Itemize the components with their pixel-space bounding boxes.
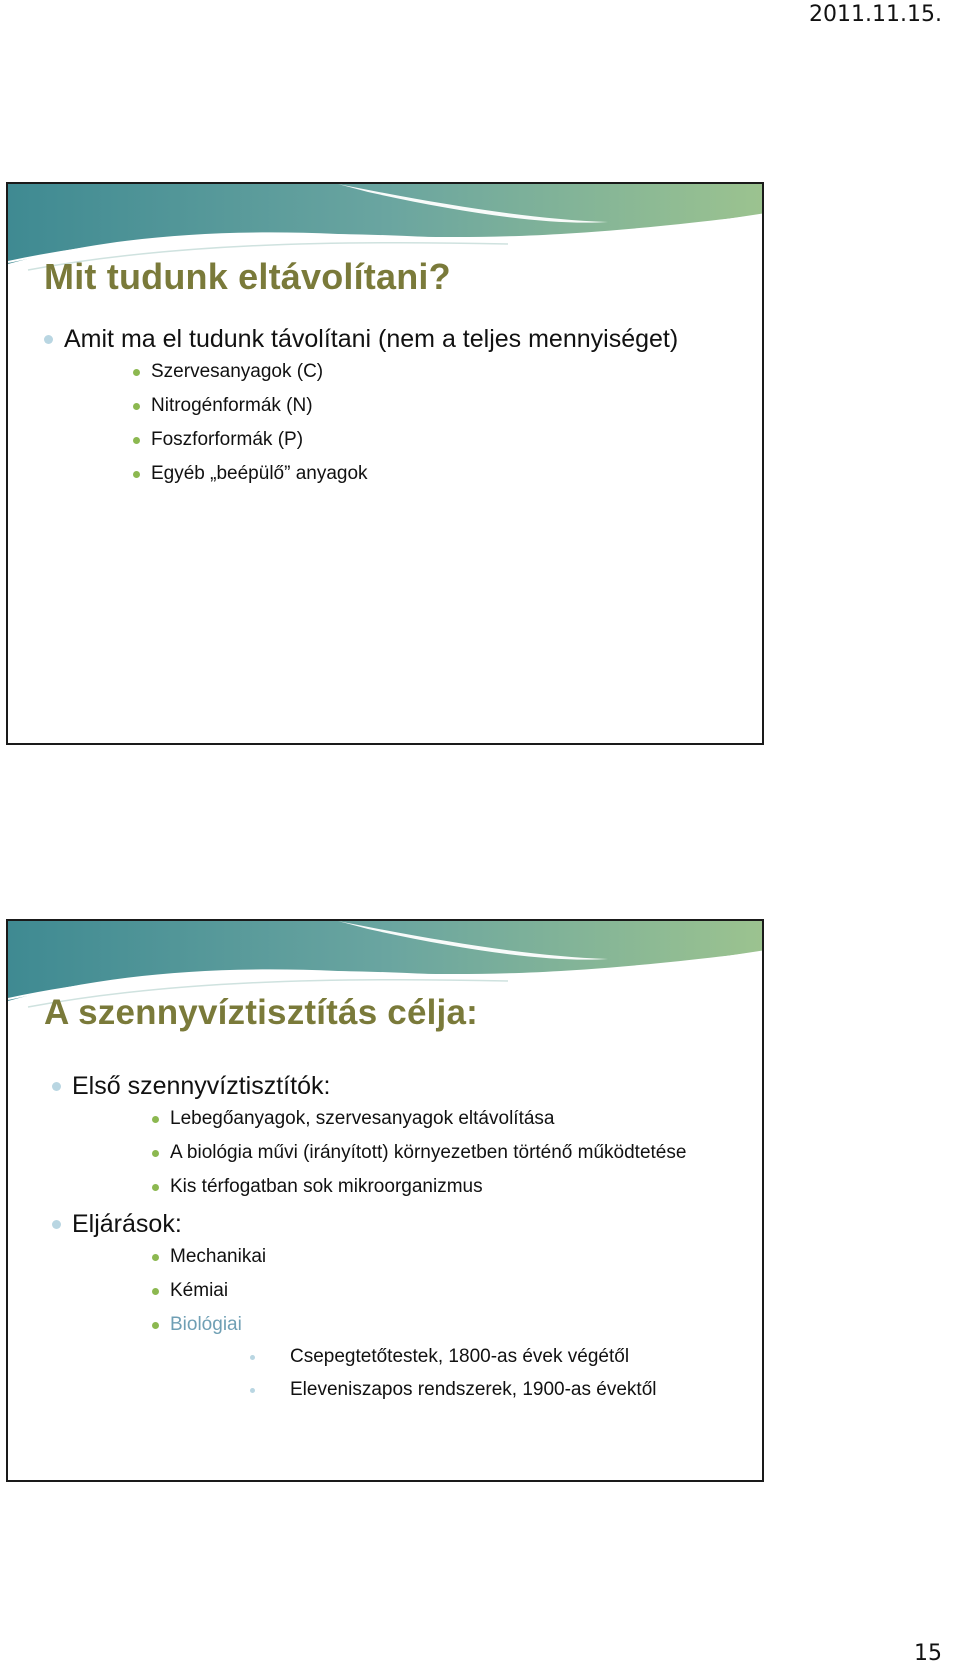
list-item <box>64 462 762 486</box>
list-item <box>72 1141 762 1165</box>
page-date: 2011.11.15. <box>809 2 942 27</box>
list-item <box>8 1071 762 1199</box>
bullet-list <box>8 324 762 496</box>
slide-2 <box>6 919 764 1482</box>
bullet-icon <box>133 437 140 444</box>
bullet-icon <box>52 1220 61 1229</box>
bullet-text: Foszforformák (P) <box>151 429 304 450</box>
sub-bullet-list <box>72 1107 762 1199</box>
slide-1 <box>6 182 764 745</box>
bullet-text: Kis térfogatban sok mikroorganizmus <box>170 1176 483 1197</box>
bullet-text: Lebegőanyagok, szervesanyagok eltávolítása <box>170 1108 555 1129</box>
bullet-icon <box>152 1254 159 1261</box>
bullet-text: Csepegtetőtestek, 1800-as évek végétől <box>290 1346 630 1367</box>
bullet-icon <box>152 1116 159 1123</box>
page-number: 15 <box>914 1641 942 1666</box>
sub-bullet-list <box>72 1245 762 1402</box>
list-item <box>64 394 762 418</box>
bullet-icon <box>44 335 53 344</box>
bullet-icon <box>133 369 140 376</box>
bullet-text: Eljárások: <box>72 1210 182 1238</box>
sub-sub-bullet-list <box>170 1345 762 1402</box>
bullet-text: Kémiai <box>170 1280 229 1301</box>
list-item <box>64 360 762 384</box>
bullet-icon <box>152 1184 159 1191</box>
bullet-text: A biológia művi (irányított) környezetben történő működtetése <box>170 1142 687 1163</box>
bullet-icon <box>152 1288 159 1295</box>
bullet-icon <box>250 1388 255 1393</box>
list-item <box>64 428 762 452</box>
list-item <box>72 1107 762 1131</box>
bullet-text-highlighted: Biológiai <box>170 1314 242 1335</box>
bullet-icon <box>52 1082 61 1091</box>
list-item <box>8 1209 762 1402</box>
slide-title: Mit tudunk eltávolítani? <box>44 256 451 297</box>
bullet-text: Eleveniszapos rendszerek, 1900-as évektől <box>290 1379 657 1400</box>
bullet-list <box>8 1071 762 1412</box>
list-item <box>170 1345 762 1369</box>
bullet-text: Amit ma el tudunk távolítani (nem a teljes mennyiséget) <box>64 325 679 353</box>
list-item <box>170 1378 762 1402</box>
bullet-icon <box>250 1355 255 1360</box>
bullet-text: Első szennyvíztisztítók: <box>72 1072 331 1100</box>
list-item <box>8 324 762 486</box>
list-item <box>72 1175 762 1199</box>
bullet-icon <box>152 1322 159 1329</box>
list-item <box>72 1279 762 1303</box>
slide-title: A szennyvíztisztítás célja: <box>44 993 478 1032</box>
bullet-text: Mechanikai <box>170 1246 267 1267</box>
bullet-text: Szervesanyagok (C) <box>151 361 324 382</box>
list-item <box>72 1245 762 1269</box>
bullet-icon <box>152 1150 159 1157</box>
list-item <box>72 1313 762 1402</box>
bullet-icon <box>133 471 140 478</box>
bullet-text: Nitrogénformák (N) <box>151 395 313 416</box>
bullet-text: Egyéb „beépülő” anyagok <box>151 463 368 484</box>
bullet-icon <box>133 403 140 410</box>
sub-bullet-list <box>64 360 762 486</box>
